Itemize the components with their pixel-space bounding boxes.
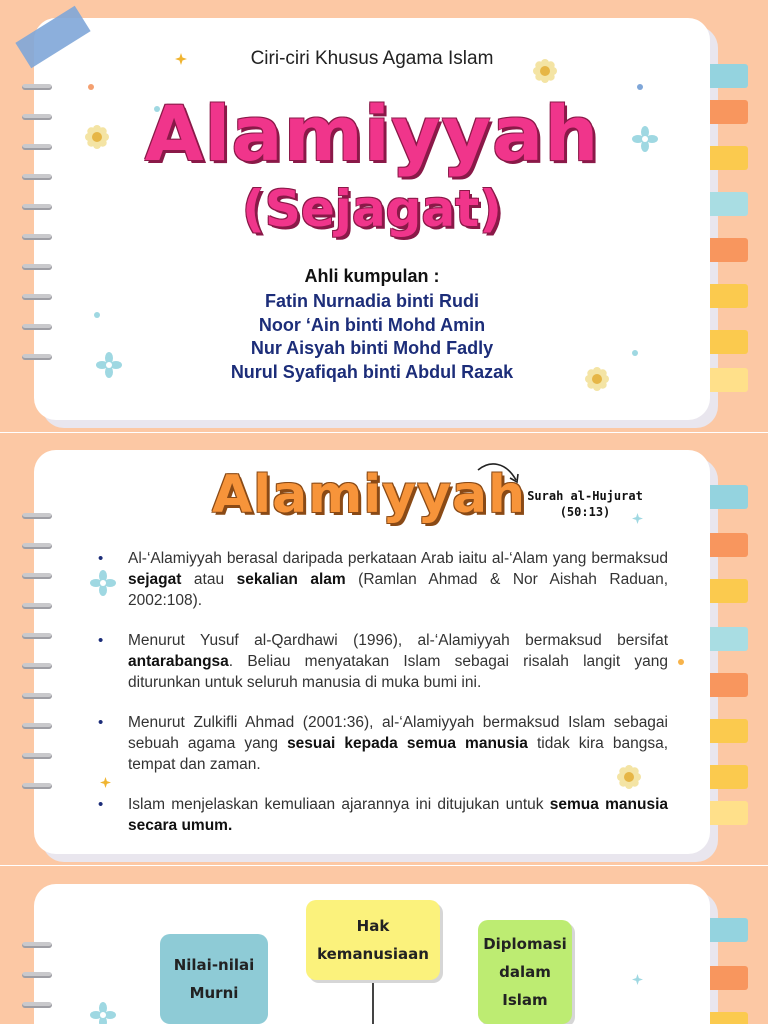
color-tabs	[710, 0, 750, 432]
slide-title	[0, 0, 768, 432]
color-tabs	[710, 866, 750, 1024]
bullet-item: • Menurut Zulkifli Ahmad (2001:36), al-‘Alamiyyah bermaksud Islam sebagai sebuah agama yang sesuai kepada semua manusia tidak kira bangsa, tempat dan zaman.	[96, 712, 668, 775]
dot-decoration	[678, 659, 684, 665]
slide-subtitle: Ciri-ciri Khusus Agama Islam	[250, 48, 494, 69]
quran-reference-surah: Surah al-Hujurat	[527, 489, 643, 503]
box-label: Diplomasi	[483, 935, 567, 953]
bullet-item: • Al-‘Alamiyyah berasal daripada perkataan Arab iaitu al-‘Alam yang bermaksud sejagat atau sekalian alam (Ramlan Ahmad & Nor Aishah Raduan, 2002:108).	[96, 548, 668, 611]
members-label: Ahli kumpulan :	[304, 266, 440, 286]
sparkle-icon	[632, 974, 643, 985]
definition-bullets	[96, 548, 668, 855]
box-label: Nilai-nilai	[173, 956, 255, 974]
box-label: Murni	[189, 984, 239, 1002]
flower-icon	[90, 1002, 116, 1024]
mindmap-box-nilai-murni	[160, 934, 268, 1024]
member-name: Nur Aisyah binti Mohd Fadly	[250, 338, 494, 358]
dot-decoration	[637, 84, 643, 90]
color-tabs	[710, 433, 750, 865]
mindmap-box-diplomasi	[478, 920, 572, 1024]
main-title-secondary: (Sejagat)	[242, 180, 502, 238]
members-list	[34, 290, 710, 384]
bullet-item: • Menurut Yusuf al-Qardhawi (1996), al-‘Alamiyyah bermaksud bersifat antarabangsa. Beliau menyatakan Islam sebagai risalah langit yang diturunkan untuk seluruh manusia di muka bumi ini.	[96, 630, 668, 693]
slide-mindmap	[0, 866, 768, 1024]
box-label: kemanusiaan	[317, 945, 429, 963]
connector-line	[372, 980, 374, 1024]
dot-decoration	[88, 84, 94, 90]
ring-binder-icon	[22, 433, 56, 865]
box-label: Islam	[502, 991, 548, 1009]
main-title: Alamiyyah	[144, 89, 600, 178]
ring-binder-icon	[22, 866, 56, 1024]
box-label: Hak	[356, 917, 390, 935]
member-name: Noor ‘Ain binti Mohd Amin	[258, 314, 486, 335]
box-label: dalam	[499, 963, 551, 981]
member-name: Nurul Syafiqah binti Abdul Razak	[230, 361, 514, 382]
bullet-item: • Islam menjelaskan kemuliaan ajarannya ini ditujukan untuk semua manusia secara umum.	[96, 794, 668, 836]
quran-reference-verse: (50:13)	[559, 505, 611, 519]
mindmap-box-hak-kemanusiaan	[306, 900, 440, 980]
arrow-icon	[476, 460, 524, 490]
quran-reference	[520, 488, 650, 520]
definition-title: Alamiyyah	[212, 465, 527, 525]
member-name: Fatin Nurnadia binti Rudi	[265, 291, 479, 311]
